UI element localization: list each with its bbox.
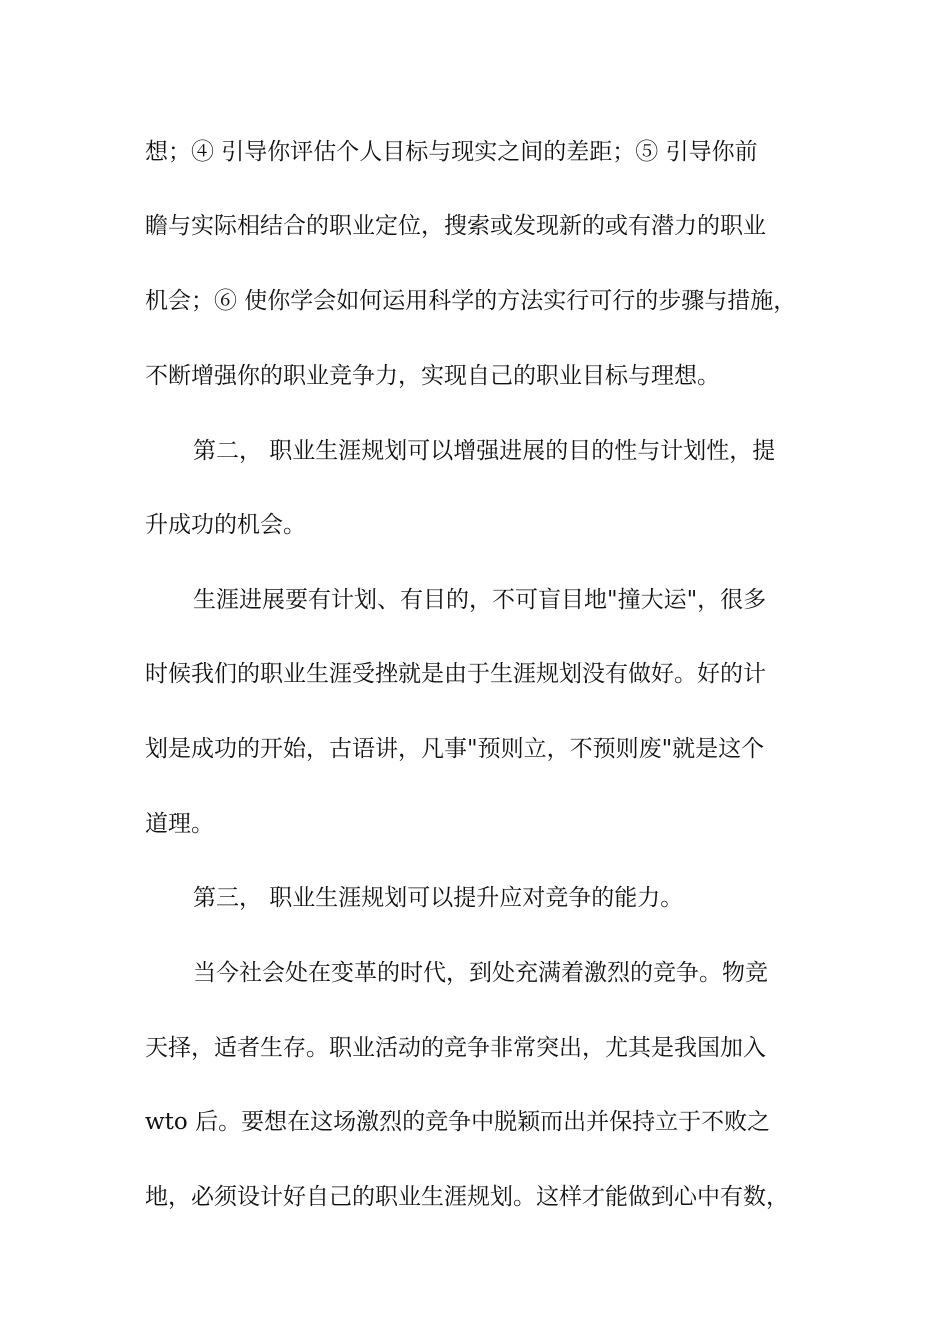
text-line-3: 机会；⑥ 使你学会如何运用科学的方法实行可行的步骤与措施， bbox=[145, 288, 797, 314]
text-line-15: 地，必须设计好自己的职业生涯规划。这样才能做到心中有数， bbox=[145, 1184, 789, 1210]
section-heading-third: 第三， 职业生涯规划可以提升应对竞争的能力。 bbox=[193, 885, 684, 911]
text-line-9: 划是成功的开始，古语讲，凡事"预则立，不预则废"就是这个 bbox=[145, 736, 765, 762]
text-line-12: 当今社会处在变革的时代，到处充满着激烈的竞争。物竞 bbox=[193, 960, 768, 986]
text-line-1: 想；④ 引导你评估个人目标与现实之间的差距；⑤ 引导你前 bbox=[145, 139, 758, 165]
text-line-13: 天择，适者生存。职业活动的竞争非常突出，尤其是我国加入 bbox=[145, 1035, 766, 1061]
text-line-10: 道理。 bbox=[145, 811, 214, 837]
text-line-6: 升成功的机会。 bbox=[145, 512, 306, 538]
section-heading-second: 第二， 职业生涯规划可以增强进展的目的性与计划性，提 bbox=[193, 438, 776, 464]
text-line-7: 生涯进展要有计划、有目的，不可盲目地"撞大运"，很多 bbox=[193, 587, 767, 613]
text-line-4: 不断增强你的职业竞争力，实现自己的职业目标与理想。 bbox=[145, 363, 720, 389]
text-line-2: 瞻与实际相结合的职业定位，搜索或发现新的或有潜力的职业 bbox=[145, 213, 766, 239]
text-line-8: 时候我们的职业生涯受挫就是由于生涯规划没有做好。好的计 bbox=[145, 661, 766, 687]
text-line-14: wto 后。要想在这场激烈的竞争中脱颖而出并保持立于不败之 bbox=[145, 1109, 771, 1135]
